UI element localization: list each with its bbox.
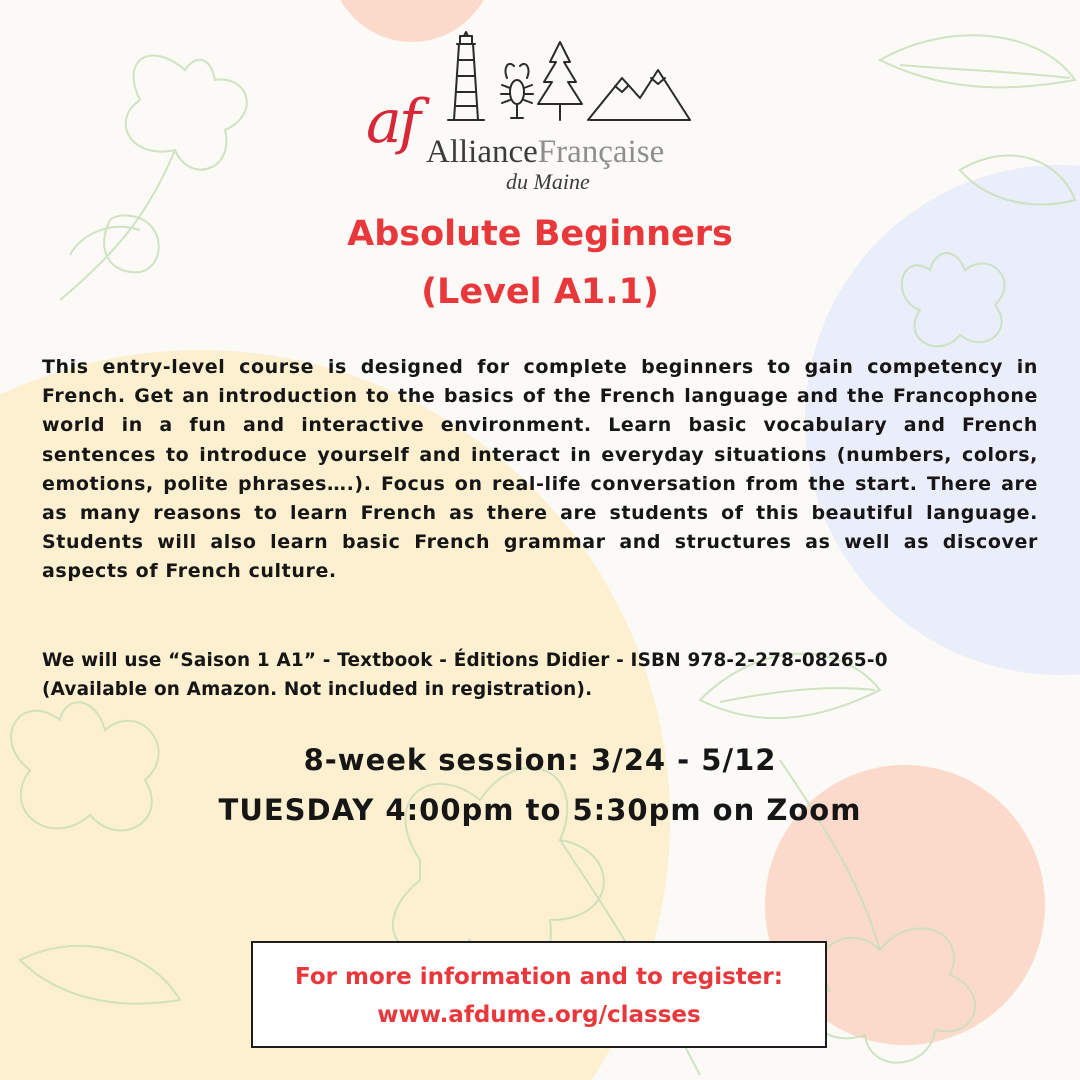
leaf-sketch-top-right bbox=[880, 35, 1075, 87]
course-level: (Level A1.1) bbox=[421, 272, 659, 312]
organization-subtitle: du Maine bbox=[506, 169, 590, 194]
course-title: Absolute Beginners bbox=[347, 214, 733, 254]
flower-sketch-top-left bbox=[126, 56, 247, 170]
lobster-icon bbox=[501, 64, 533, 118]
af-monogram: af bbox=[366, 87, 418, 157]
organization-name bbox=[426, 134, 664, 170]
pine-tree-icon bbox=[538, 42, 582, 120]
name-part-alliance: Alliance bbox=[426, 134, 538, 170]
session-dates: 8-week session: 3/24 - 5/12 bbox=[303, 743, 777, 777]
course-description: This entry-level course is designed for complete beginners to gain competency in French. Get an introduction to the basics of the French language and the Francophone world in a fun and interactive environment. Learn basic vocabulary and French sentences to introduce yourself and interact in everyday situations (numbers, colors, emotions, polite phrases….). Focus on real-life conversation from the start. There are as many reasons to learn French as there are students of this beautiful language. Students will also learn basic French grammar and structures as well as discover aspects of French culture. bbox=[42, 356, 1038, 583]
mountains-icon bbox=[588, 70, 690, 120]
textbook-line: We will use “Saison 1 A1” - Textbook - Éditions Didier - ISBN 978-2-278-08265-0 bbox=[42, 650, 888, 671]
textbook-info bbox=[42, 646, 1042, 704]
lighthouse-icon bbox=[448, 32, 484, 120]
name-part-francaise: Française bbox=[537, 134, 665, 170]
registration-prompt: For more information and to register: bbox=[295, 964, 783, 990]
session-schedule: TUESDAY 4:00pm to 5:30pm on Zoom bbox=[218, 793, 862, 827]
registration-link[interactable]: www.afdume.org/classes bbox=[377, 1002, 701, 1028]
alliance-francaise-logo bbox=[360, 30, 710, 200]
registration-info-box bbox=[251, 941, 827, 1048]
textbook-availability: (Available on Amazon. Not included in registration). bbox=[42, 679, 593, 700]
